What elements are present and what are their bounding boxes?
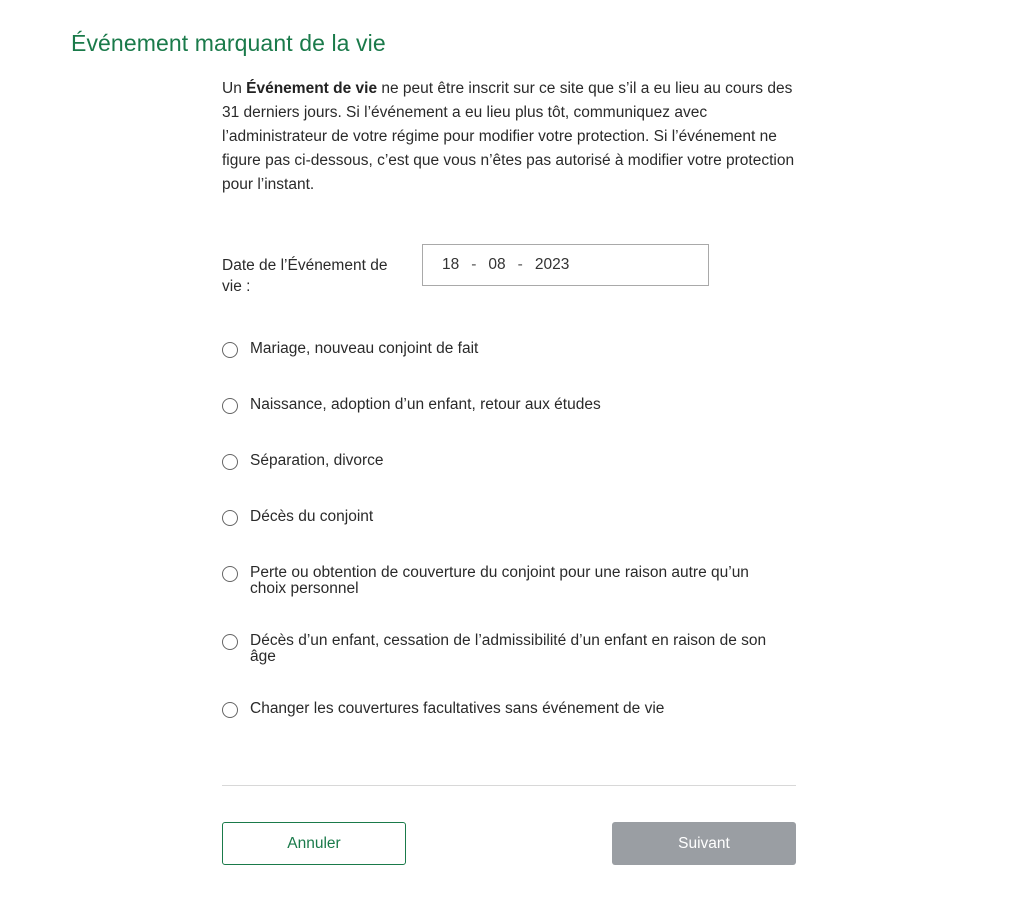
radio-label: Mariage, nouveau conjoint de fait <box>250 340 479 357</box>
date-input[interactable] <box>422 244 709 286</box>
radio-label: Décès d’un enfant, cessation de l’admissibilité d’un enfant en raison de son âge <box>250 632 767 665</box>
radio-label: Changer les couvertures facultatives sans événement de vie <box>250 700 665 717</box>
date-year[interactable]: 2023 <box>534 256 570 273</box>
date-day[interactable]: 18 <box>442 256 460 273</box>
intro-suffix: ne peut être inscrit sur ce site que s’il a eu lieu au cours des 31 derniers jours. Si l’événement a eu lieu plus tôt, communiquez avec l’administrateur de votre régime pour modifier votre protection. Si l’événement ne figure pas ci-dessous, c’est que vous n’êtes pas autorisé à modifier votre protection pour l’instant. <box>222 80 795 193</box>
page-title: Événement marquant de la vie <box>71 30 386 56</box>
radio-option-birth[interactable] <box>222 397 782 414</box>
radio-option-optional-coverage[interactable] <box>222 701 782 718</box>
radio-option-separation[interactable] <box>222 453 782 470</box>
radio-label: Séparation, divorce <box>250 452 384 469</box>
radio-label: Perte ou obtention de couverture du conjoint pour une raison autre qu’un choix personnel <box>250 564 749 597</box>
divider <box>222 785 796 786</box>
radio-label: Décès du conjoint <box>250 508 374 525</box>
date-month[interactable]: 08 <box>488 256 506 273</box>
date-separator: - <box>471 256 477 273</box>
radio-button[interactable] <box>222 566 238 582</box>
radio-button[interactable] <box>222 342 238 358</box>
cancel-button[interactable]: Annuler <box>222 822 406 865</box>
date-separator: - <box>517 256 523 273</box>
date-label: Date de l’Événement de vie : <box>222 257 388 295</box>
intro-prefix: Un <box>222 80 247 97</box>
next-button[interactable]: Suivant <box>612 822 796 865</box>
radio-label: Naissance, adoption d’un enfant, retour aux études <box>250 396 601 413</box>
radio-button[interactable] <box>222 702 238 718</box>
radio-button[interactable] <box>222 398 238 414</box>
radio-button[interactable] <box>222 454 238 470</box>
radio-option-spouse-coverage[interactable] <box>222 565 782 597</box>
intro-bold: Événement de vie <box>246 80 378 97</box>
radio-option-child-death[interactable] <box>222 633 782 665</box>
radio-button[interactable] <box>222 634 238 650</box>
radio-option-spouse-death[interactable] <box>222 509 782 526</box>
intro-text <box>222 77 802 197</box>
radio-button[interactable] <box>222 510 238 526</box>
radio-option-marriage[interactable] <box>222 341 782 358</box>
